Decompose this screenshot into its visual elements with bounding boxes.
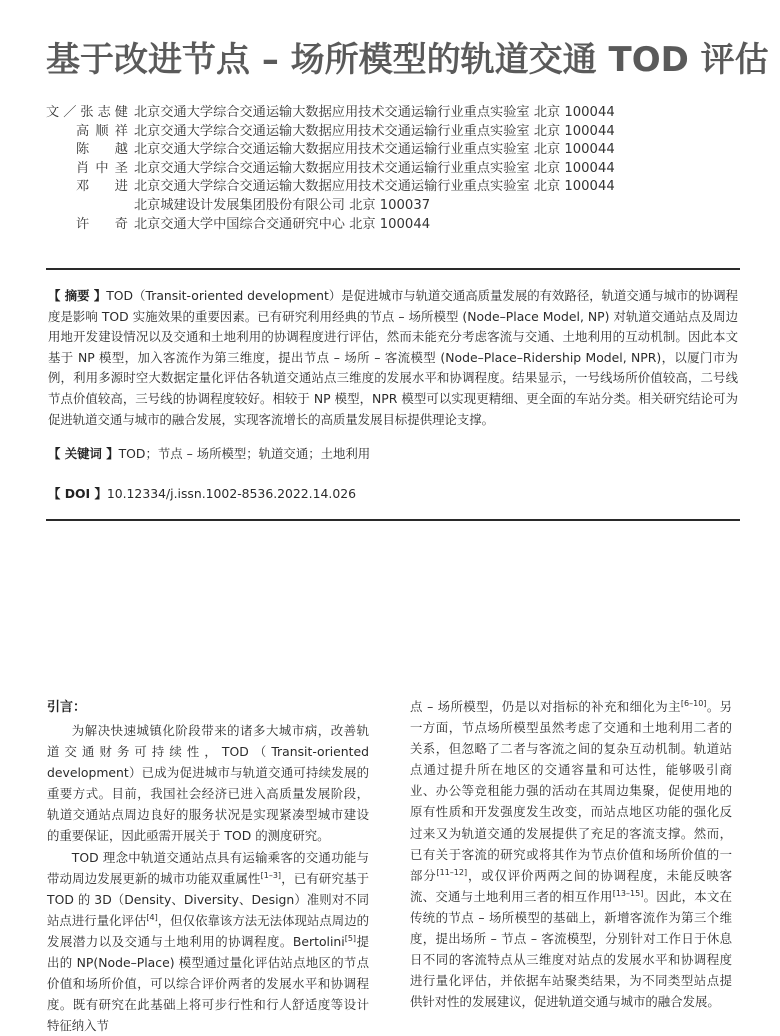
keywords-label: 【 关键词 】: [48, 446, 119, 461]
author-row: [46, 197, 746, 216]
text-run: TOD 理念中轨道交通站点具有运输乘客的交通功能与带动周边发展更新的城市功能双重属性: [47, 849, 369, 886]
author-name: 许 奇: [76, 216, 128, 232]
text-run: ，但仅依靠该方法无法体现站点周边的发展潜力以及交通与土地利用的协调程度。Bertolini: [47, 912, 370, 949]
intro-heading: 引言：: [47, 700, 87, 715]
author-name: [46, 197, 128, 216]
keywords: [48, 444, 738, 464]
abstract-bottom-rule: [46, 519, 740, 521]
citation: [4]: [146, 912, 158, 922]
author-name: 肖中圣: [76, 160, 128, 176]
text-run: 点 – 场所模型，仍是以对指标的补充和细化为主: [410, 699, 681, 714]
doi-text: 10.12334/j.issn.1002-8536.2022.14.026: [106, 486, 356, 501]
author-affiliation: 北京城建设计发展集团股份有限公司 北京 100037: [134, 197, 431, 213]
author-row: [46, 123, 746, 142]
text-run: ，或仅评价两两之间的协调程度，未能反映客流、交通与土地利用三者的相互作用: [410, 867, 733, 904]
abstract: [48, 286, 738, 430]
article-title: 基于改进节点 – 场所模型的轨道交通 TOD 评估: [46, 40, 769, 80]
doi-label: 【 DOI 】: [48, 486, 107, 501]
text-run: 。因此，本文在传统的节点 – 场所模型的基础上，新增客流作为第三个维度，提出场所 – 节点 – 客流模型，分别针对工作日于休息日不同的客流特点从三维度对站点的发展水平和协调程度进行量化评估，并依据车站聚类结果，为不同类型站点提供针对性的发展建议，促进轨道交通与城市的融合发展。: [410, 888, 733, 1010]
doi: [48, 484, 738, 504]
author-row: [46, 104, 746, 123]
citation: [6–10]: [680, 699, 707, 708]
citation: [5]: [344, 933, 357, 943]
abstract-top-rule: [46, 268, 740, 270]
author-affiliation: 北京交通大学综合交通运输大数据应用技术交通运输行业重点实验室 北京 100044: [134, 105, 615, 120]
author-row: [46, 216, 746, 235]
text-run: 提出的 NP(Node–Place) 模型通过量化评估站点地区的节点价值和场所价值，可以综合评价两者的发展水平和协调程度。既有研究在此基础上将可步行性和行人舒适度等设计特征纳入节: [47, 933, 370, 1034]
author-row: [46, 141, 746, 160]
intro-paragraph-1: 为解决快速城镇化阶段带来的诸多大城市病，改善轨道交通财务可持续性，TOD（Transit-oriented development）已成为促进城市与轨道交通可持续发展的重要方式。目前，我国社会经济已进入高质量发展阶段，轨道交通站点周边良好的服务状况是实现紧凑型城市建设的重要保证，因此亟需开展关于 TOD 的测度研究。: [47, 723, 369, 844]
author-name: 文／张志健: [46, 105, 128, 120]
body-column-left: [47, 696, 369, 1036]
text-run: ，已有研究基于 TOD 的 3D（Density、Diversity、Design）准则对不同站点进行量化评估: [47, 870, 370, 928]
citation: [11–12]: [436, 867, 468, 877]
author-row: [46, 178, 746, 197]
author-name: 高顺祥: [76, 123, 128, 139]
citation: [1–3]: [260, 870, 282, 880]
author-name: 邓 进: [76, 179, 128, 195]
body-column-right: [410, 696, 732, 1012]
intro-paragraph-3: [410, 696, 732, 1012]
abstract-text: TOD（Transit-oriented development）是促进城市与轨道交通高质量发展的有效路径，轨道交通与城市的协调程度是影响 TOD 实施效果的重要因素。已有研究利用经典的节点 – 场所模型 (Node–Place Model, NP) 对轨道交通站点及周边用地开发建设情况以及交通和土地利用的协调程度进行评估，然而未能充分考虑客流与交通、土地利用的互动机制。因此本文基于 NP 模型，加入客流作为第三维度，提出节点 – 场所 – 客流模型 (Node–Place–Ridership Model, NPR)，以厦门市为例，利用多源时空大数据定量化评估各轨道交通站点三维度的发展水平和协调程度。结果显示，一号线场所价值较高，二号线节点价值较高，三号线的协调程度较好。相较于 NP 模型，NPR 模型可以实现更精细、更全面的车站分类。相关研究结论可为促进轨道交通与城市的融合发展，实现客流增长的高质量发展目标提供理论支撑。: [48, 288, 738, 427]
author-list: [46, 104, 746, 234]
author-affiliation: 北京交通大学中国综合交通研究中心 北京 100044: [134, 216, 431, 232]
author-row: [46, 160, 746, 179]
text-run: 。另一方面，节点场所模型虽然考虑了交通和土地利用二者的关系，但忽略了二者与客流之间的复杂互动机制。轨道站点通过提升所在地区的交通容量和可达性，能够吸引商业、办公等竞租能力强的活动在其周边集聚，促使用地的原有性质和开发强度发生改变，而站点地区功能的强化反过来又为轨道交通的发展提供了充足的客流支撑。然而，已有关于客流的研究或将其作为节点价值和场所价值的一部分: [410, 699, 733, 883]
intro-paragraph-2: [47, 847, 369, 1036]
abstract-label: 【 摘要 】: [48, 288, 107, 303]
citation: [13–15]: [612, 888, 644, 898]
keywords-text: TOD；节点 – 场所模型；轨道交通；土地利用: [118, 446, 371, 461]
author-name: 陈 越: [76, 142, 128, 158]
author-affiliation: 北京交通大学综合交通运输大数据应用技术交通运输行业重点实验室 北京 100044: [134, 142, 615, 158]
author-affiliation: 北京交通大学综合交通运输大数据应用技术交通运输行业重点实验室 北京 100044: [134, 160, 615, 176]
author-affiliation: 北京交通大学综合交通运输大数据应用技术交通运输行业重点实验室 北京 100044: [134, 179, 615, 195]
author-affiliation: 北京交通大学综合交通运输大数据应用技术交通运输行业重点实验室 北京 100044: [134, 123, 615, 139]
